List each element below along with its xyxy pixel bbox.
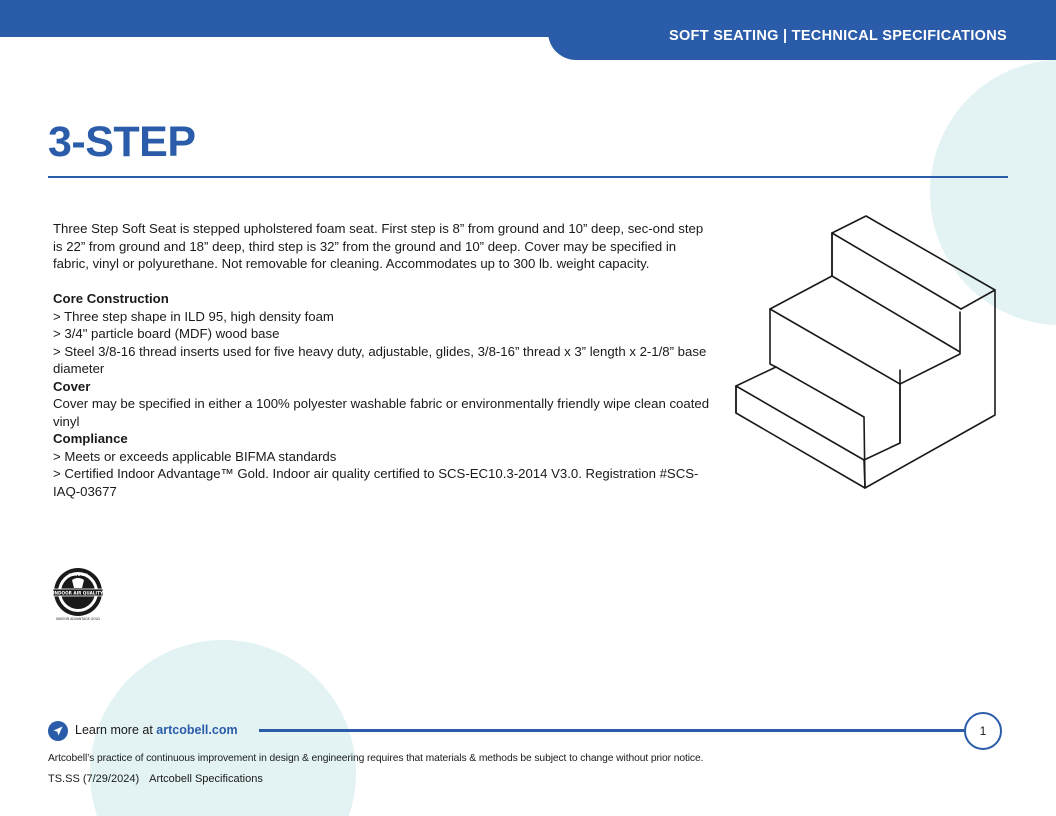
three-step-seat-illustration [733,213,999,491]
seal-bottom-text: INDOOR ADVANTAGE GOLD [56,617,100,621]
page-title: 3-STEP [48,118,196,166]
core-construction-heading: Core Construction [53,291,169,306]
disclaimer: Artcobell’s practice of continuous improvement in design & engineering requires that materials & methods be subject to change without prior notice. [48,753,704,764]
learn-more [75,723,238,737]
document-code: TS.SS (7/29/2024) [48,773,140,785]
footer-divider [259,729,967,732]
learn-more-label: Learn more at [75,723,157,737]
core-item: > Steel 3/8-16 thread inserts used for five heavy duty, adjustable, glides, 3/8-16” thread x 3” length x 2-1/8” base diameter [53,343,707,376]
page-number: 1 [964,712,1002,750]
certification-seal-icon [52,566,104,622]
compliance-heading: Compliance [53,431,128,446]
header-category: SOFT SEATING | TECHNICAL SPECIFICATIONS [669,28,1007,44]
core-item: > 3/4" particle board (MDF) wood base [53,326,280,341]
seal-band-text: INDOOR AIR QUALITY [52,590,104,596]
core-item: > Three step shape in ILD 95, high density foam [53,308,334,324]
spec-content [53,220,713,500]
document-name: Artcobell Specifications [149,773,263,785]
document-reference [48,773,263,785]
seal-top-text: CERTIFIED [68,573,88,577]
navigation-arrow-icon [48,721,68,741]
title-divider [48,176,1008,178]
cover-heading: Cover [53,378,91,394]
cover-text: Cover may be specified in either a 100% polyester washable fabric or environmentally friendly wipe clean coated vinyl [53,396,710,429]
header-tab [548,0,1056,60]
product-description: Three Step Soft Seat is stepped upholstered foam seat. First step is 8” from ground and 10” deep, sec-ond step is 22” from ground and 18” deep, third step is 32” from the ground and 10” deep. Cover may be specified in fabric, vinyl or polyurethane. Not removable for cleaning. Accommodates up to 300 lb. weight capacity. [53,221,704,271]
compliance-item: > Certified Indoor Advantage™ Gold. Indoor air quality certified to SCS-EC10.3-2014 V3.0. Registration #SCS-IAQ-03677 [53,466,699,499]
compliance-item: > Meets or exceeds applicable BIFMA standards [53,448,337,464]
website-link[interactable]: artcobell.com [156,723,238,737]
